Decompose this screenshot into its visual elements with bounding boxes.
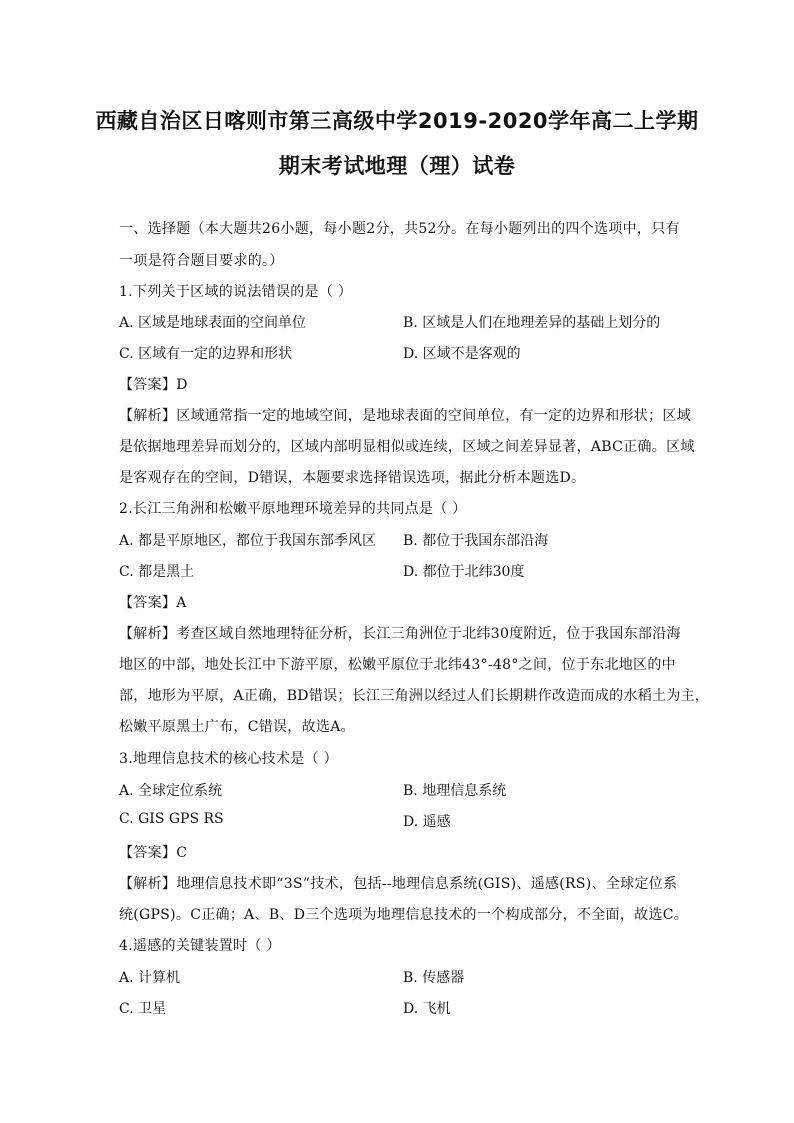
question-2-answer: 【答案】A bbox=[119, 595, 187, 611]
section-instructions-line2: 一项是符合题目要求的。） bbox=[119, 253, 284, 269]
question-3-answer: 【答案】C bbox=[119, 845, 188, 861]
question-1-option-c: C. 区域有一定的边界和形状 bbox=[119, 346, 293, 362]
question-2-analysis-line3: 部，地形为平原，A正确，BD错误；长江三角洲以经过人们长期耕作改造而成的水稻土为主， bbox=[119, 688, 710, 704]
question-3-option-c: C. GIS GPS RS bbox=[119, 811, 224, 827]
question-1-analysis-line1: 【解析】区域通常指一定的地域空间，是地球表面的空间单位，有一定的边界和形状；区域 bbox=[119, 408, 691, 424]
question-1-analysis-line3: 是客观存在的空间，D错误，本题要求选择错误选项，据此分析本题选D。 bbox=[119, 470, 586, 486]
question-2-analysis-line4: 松嫩平原黑土广布，C错误，故选A。 bbox=[119, 719, 355, 735]
question-1-analysis-line2: 是依据地理差异而划分的，区域内部明显相似或连续，区域之间差异显著，ABC正确。区域 bbox=[119, 439, 695, 455]
question-2-option-c: C. 都是黑土 bbox=[119, 564, 195, 580]
question-4-stem: 4.遥感的关键装置时（ ） bbox=[119, 938, 281, 954]
question-4-option-d: D. 飞机 bbox=[403, 1001, 451, 1017]
question-2-option-d: D. 都位于北纬30度 bbox=[403, 564, 525, 580]
question-4-option-a: A. 计算机 bbox=[119, 970, 181, 986]
question-1-option-d: D. 区域不是客观的 bbox=[403, 346, 521, 362]
question-2-option-b: B. 都位于我国东部沿海 bbox=[403, 533, 549, 549]
question-4-option-c: C. 卫星 bbox=[119, 1001, 167, 1017]
question-3-analysis-line1: 【解析】地理信息技术即“3S”技术，包括--地理信息系统(GIS)、遥感(RS)、全球定位系 bbox=[119, 876, 678, 892]
section-instructions-line1: 一、选择题（本大题共26小题，每小题2分，共52分。在每小题列出的四个选项中，只有 bbox=[119, 221, 680, 237]
question-3-analysis-line2: 统(GPS)。C正确；A、B、D三个选项为地理信息技术的一个构成部分，不全面，故选C。 bbox=[119, 907, 689, 923]
question-2-analysis-line1: 【解析】考查区域自然地理特征分析，长江三角洲位于北纬30度附近，位于我国东部沿海 bbox=[119, 626, 681, 642]
question-1-answer: 【答案】D bbox=[119, 377, 188, 393]
question-3-option-d: D. 遥感 bbox=[403, 814, 451, 830]
question-2-analysis-line2: 地区的中部，地处长江中下游平原，松嫩平原位于北纬43°-48°之间，位于东北地区的中 bbox=[119, 657, 676, 673]
question-2-stem: 2.长江三角洲和松嫩平原地理环境差异的共同点是（ ） bbox=[119, 501, 467, 517]
question-2-option-a: A. 都是平原地区，都位于我国东部季风区 bbox=[119, 533, 377, 549]
question-3-stem: 3.地理信息技术的核心技术是（ ） bbox=[119, 751, 338, 767]
page-title-line1: 西藏自治区日喀则市第三高级中学2019-2020学年高二上学期 bbox=[95, 109, 699, 133]
question-1-stem: 1.下列关于区域的说法错误的是（ ） bbox=[119, 284, 353, 300]
page-title-line2: 期末考试地理（理）试卷 bbox=[278, 154, 516, 178]
question-3-option-b: B. 地理信息系统 bbox=[403, 783, 507, 799]
question-1-option-b: B. 区域是人们在地理差异的基础上划分的 bbox=[403, 315, 661, 331]
question-4-option-b: B. 传感器 bbox=[403, 970, 465, 986]
question-3-option-a: A. 全球定位系统 bbox=[119, 783, 223, 799]
question-1-option-a: A. 区域是地球表面的空间单位 bbox=[119, 315, 307, 331]
